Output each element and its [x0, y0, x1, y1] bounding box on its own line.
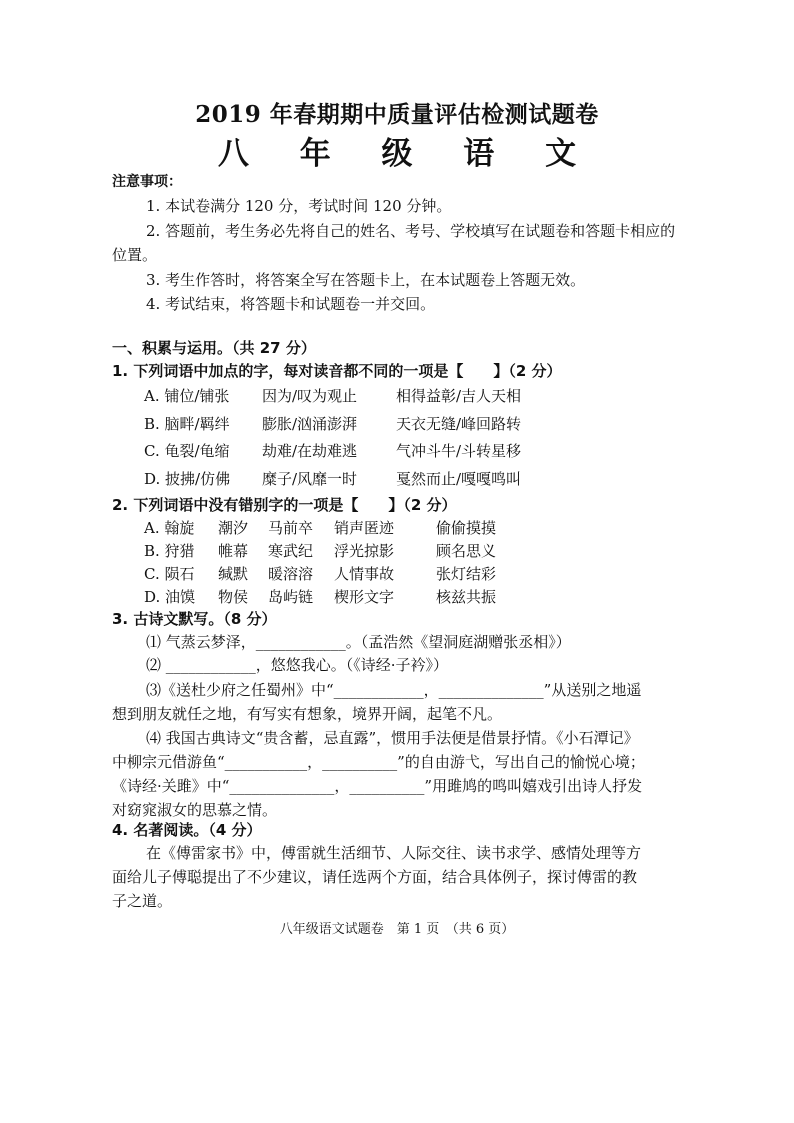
- section-heading: 一、积累与运用。（共 27 分）: [112, 339, 316, 357]
- question-2-option: [144, 564, 496, 584]
- question-4-line: 子之道。: [112, 892, 173, 910]
- question-3-line: ⑴ 气蒸云梦泽，____________。（孟浩然《望洞庭湖赠张丞相》）: [146, 633, 571, 651]
- option-text: 因为/叹为观止: [262, 387, 358, 405]
- notice-item: 2. 答题前，考生务必先将自己的姓名、考号、学校填写在试题卷和答题卡相应的: [146, 222, 676, 240]
- question-4-line: 在《傅雷家书》中，傅雷就生活细节、人际交往、读书求学、感情处理等方: [146, 844, 642, 862]
- option-text: 浮光掠影: [334, 542, 395, 560]
- question-3-line: ⑶《送杜少府之任蜀州》中“____________，______________”从送别之地遥: [146, 681, 642, 699]
- question-2-stem: 2. 下列词语中没有错别字的一项是【 】（2 分）: [112, 496, 457, 514]
- option-text: 天衣无缝/峰回路转: [396, 415, 522, 433]
- option-text: 相得益彰/吉人天相: [396, 387, 522, 405]
- option-text: 物侯: [218, 588, 249, 606]
- option-text: 岛屿链: [268, 588, 314, 606]
- question-3-line: 对窈窕淑女的思慕之情。: [112, 801, 278, 819]
- question-1-option: [144, 386, 521, 406]
- option-text: 马前卒: [268, 519, 314, 537]
- option-text: 膨胀/汹涌澎湃: [262, 415, 358, 433]
- question-1-option: [144, 414, 521, 434]
- question-3-line: ⑵ ____________，悠悠我心。（《诗经·子衿》）: [146, 656, 449, 674]
- option-text: 核兹共振: [436, 588, 497, 606]
- question-1-option: [144, 469, 521, 489]
- notice-item: 3. 考生作答时，将答案全写在答题卡上，在本试题卷上答题无效。: [146, 271, 586, 289]
- option-text: A. 铺位/铺张: [144, 387, 230, 405]
- option-text: 潮汐: [218, 519, 249, 537]
- page-footer: 八年级语文试题卷 第 1 页 （共 6 页）: [279, 922, 515, 937]
- option-text: 暖溶溶: [268, 565, 314, 583]
- question-3-line: 想到朋友就任之地，有写实有想象，境界开阔，起笔不凡。: [112, 705, 503, 723]
- option-text: D. 油馍: [144, 588, 196, 606]
- question-1-option: [144, 441, 521, 461]
- option-text: B. 脑畔/羁绊: [144, 415, 230, 433]
- option-text: 顾名思义: [436, 542, 497, 560]
- question-2-option: [144, 518, 496, 538]
- option-text: 缄默: [218, 565, 249, 583]
- option-text: 楔形文字: [334, 588, 395, 606]
- question-4-line: 面给儿子傅聪提出了不少建议，请任选两个方面，结合具体例子，探讨傅雷的教: [112, 868, 638, 886]
- question-3-line: 《诗经·关雎》中“______________，__________”用雎鸠的鸣叫嬉戏引出诗人抒发: [112, 777, 643, 795]
- option-text: 戛然而止/嘎嘎鸣叫: [396, 470, 522, 488]
- option-text: C. 陨石: [144, 565, 195, 583]
- exam-title: 2019 年春期期中质量评估检测试题卷: [195, 101, 599, 128]
- notice-item: 4. 考试结束，将答题卡和试题卷一并交回。: [146, 295, 436, 313]
- option-text: 气冲斗牛/斗转星移: [396, 442, 522, 460]
- option-text: 寒武纪: [268, 542, 314, 560]
- option-text: 劫难/在劫难逃: [262, 442, 358, 460]
- option-text: C. 龟裂/龟缩: [144, 442, 230, 460]
- exam-subject: 八 年 级 语 文: [217, 136, 597, 172]
- question-2-option: [144, 587, 496, 607]
- option-text: 偷偷摸摸: [436, 519, 497, 537]
- option-text: 销声匿迹: [334, 519, 395, 537]
- question-3-line: 中柳宗元借游鱼“___________，__________”的自由游弋，写出自己的愉悦心境；: [112, 753, 645, 771]
- option-text: 糜子/风靡一时: [262, 470, 358, 488]
- option-text: B. 狩猎: [144, 542, 195, 560]
- option-text: D. 披拂/仿佛: [144, 470, 231, 488]
- question-3-stem: 3. 古诗文默写。（8 分）: [112, 610, 277, 628]
- notice-item: 1. 本试卷满分 120 分，考试时间 120 分钟。: [146, 197, 452, 215]
- question-2-option: [144, 541, 496, 561]
- notice-item: 位置。: [112, 246, 158, 264]
- option-text: 张灯结彩: [436, 565, 497, 583]
- question-1-stem: 1. 下列词语中加点的字，每对读音都不同的一项是【 】（2 分）: [112, 362, 562, 380]
- option-text: 帷幕: [218, 542, 249, 560]
- notice-heading: 注意事项：: [112, 174, 182, 190]
- option-text: A. 翰旋: [144, 519, 195, 537]
- option-text: 人情事故: [334, 565, 395, 583]
- question-3-line: ⑷ 我国古典诗文“贵含蓄，忌直露”，惯用手法便是借景抒情。《小石潭记》: [146, 729, 639, 747]
- question-4-stem: 4. 名著阅读。（4 分）: [112, 821, 262, 839]
